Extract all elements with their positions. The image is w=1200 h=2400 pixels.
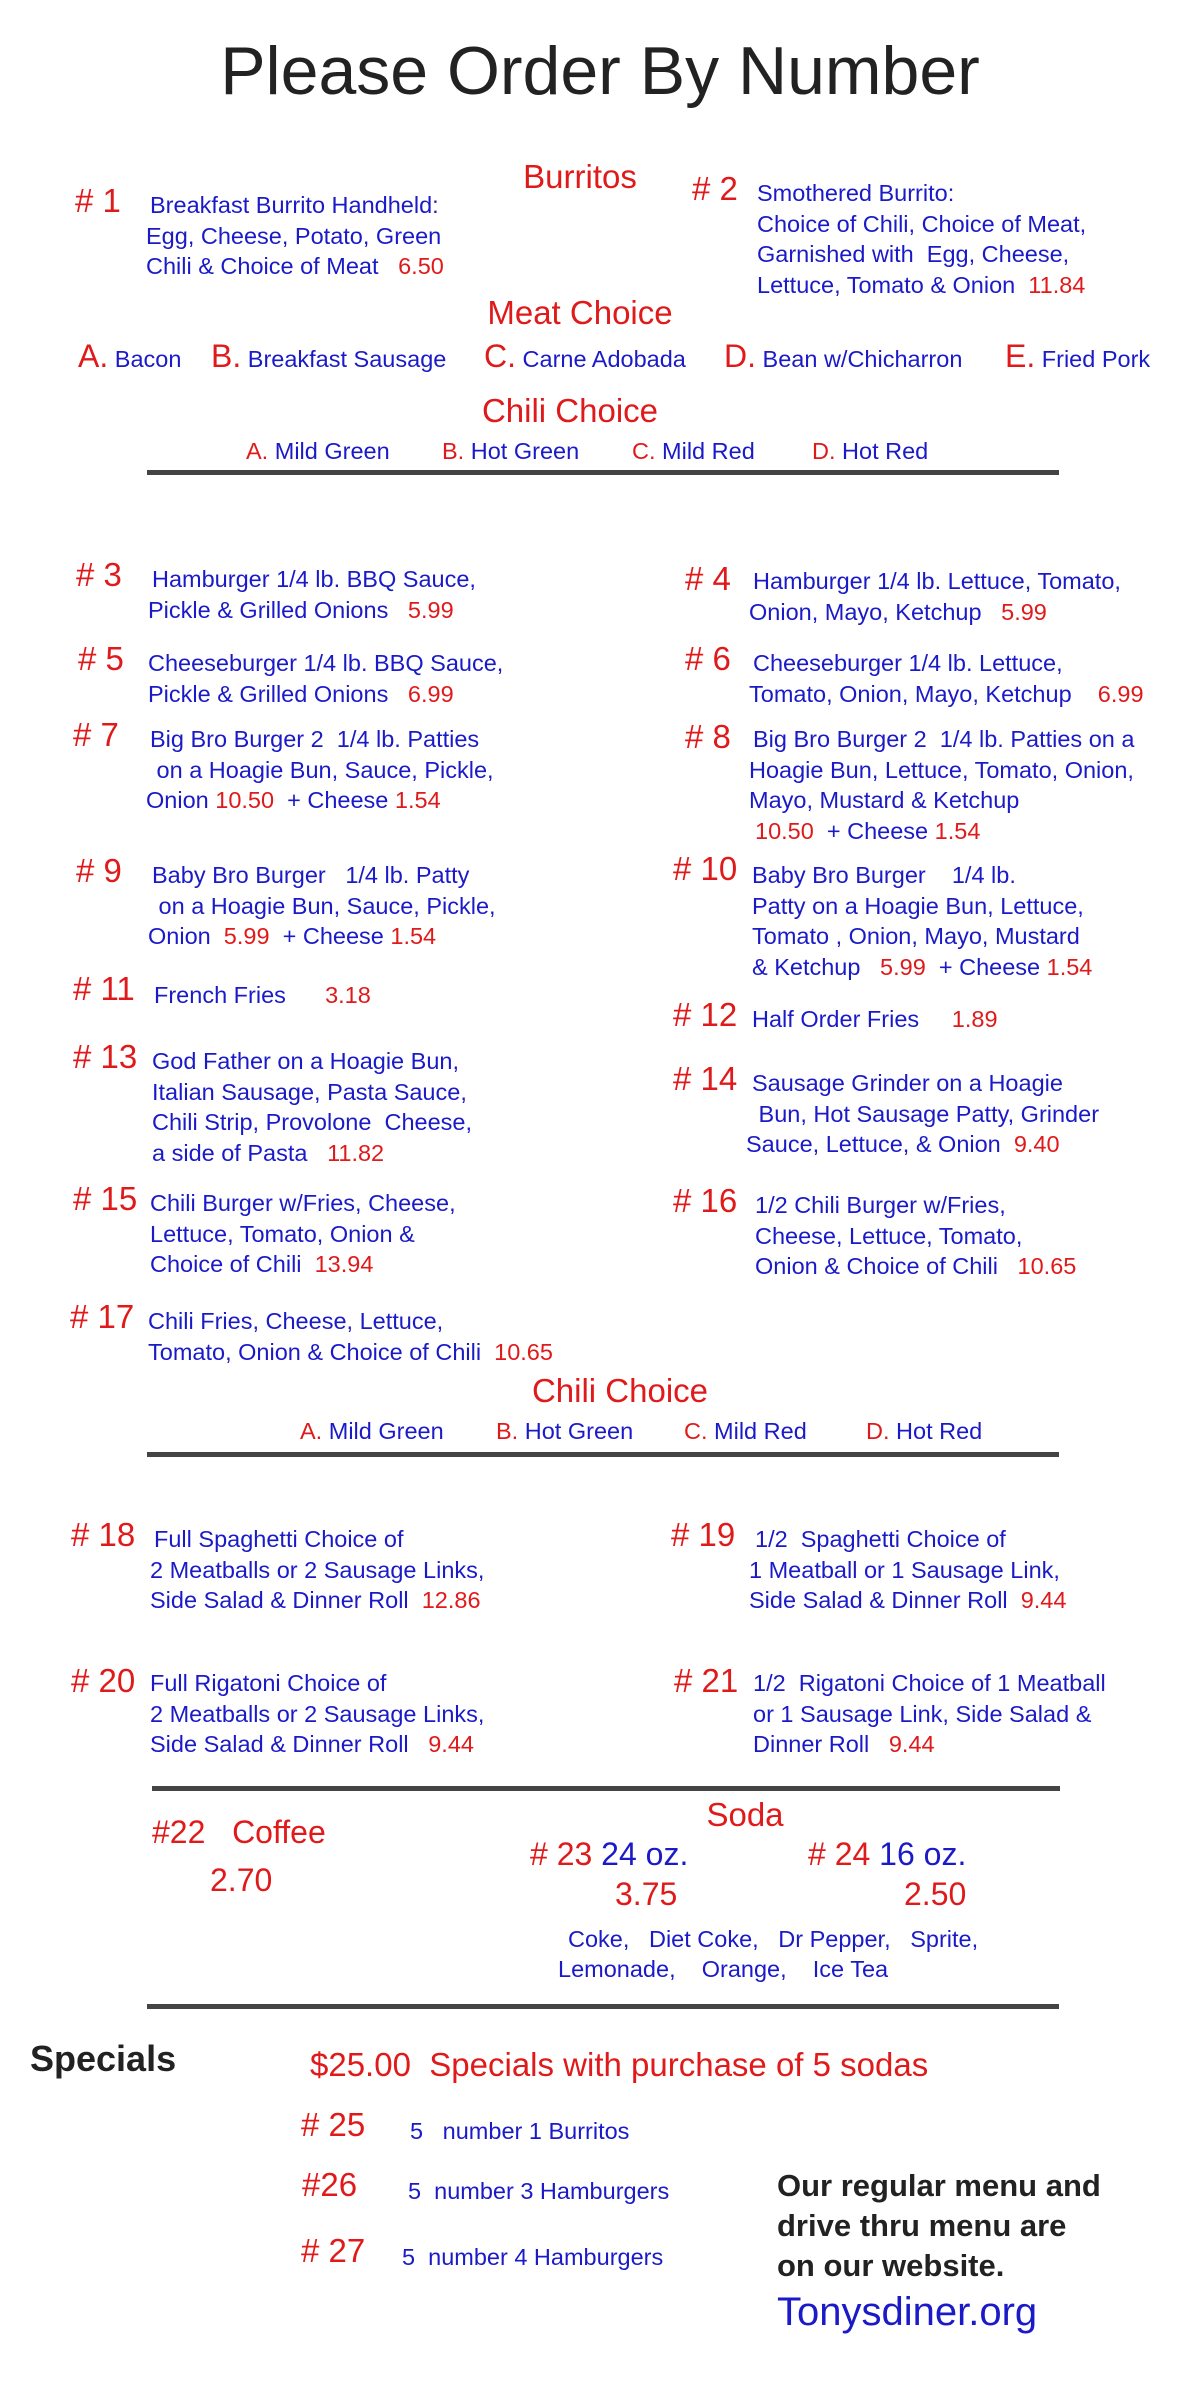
- divider: [152, 1786, 1060, 1791]
- item-number: # 27: [301, 2232, 366, 2269]
- item-price: 12.86: [421, 1587, 481, 1613]
- item-price: 5.99: [880, 953, 926, 980]
- menu-item-8[interactable]: Big Bro Burger 2 1/4 lb. Patties on a Hoagie Bun, Lettuce, Tomato, Onion, Mayo, Mustard & Ketchup 10.50 + Cheese 1.54: [749, 726, 1135, 844]
- menu-item-24[interactable]: # 24 16 oz.: [808, 1836, 967, 1872]
- menu-item-20[interactable]: Full Rigatoni Choice of 2 Meatballs or 2 Sausage Links, Side Salad & Dinner Roll 9.44: [150, 1670, 485, 1757]
- menu-item-21[interactable]: 1/2 Rigatoni Choice of 1 Meatball or 1 Sausage Link, Side Salad & Dinner Roll 9.44: [753, 1670, 1106, 1757]
- specials-heading: Specials: [30, 2038, 177, 2079]
- soda-heading: Soda: [706, 1796, 784, 1833]
- item-price: 11.82: [327, 1139, 385, 1166]
- meat-option-a: A. Bacon: [78, 338, 182, 374]
- item-number: # 10: [673, 850, 738, 887]
- item-number: # 6: [685, 640, 731, 677]
- item-number: # 21: [674, 1662, 739, 1699]
- item-price: 9.44: [1020, 1587, 1067, 1613]
- chili-choice-heading: Chili Choice: [481, 392, 659, 429]
- item-price: 2.50: [904, 1876, 967, 1912]
- item-price: 6.50: [398, 253, 444, 279]
- menu-item-7[interactable]: Big Bro Burger 2 1/4 lb. Patties on a Hoagie Bun, Sauce, Pickle, Onion 10.50 + Cheese 1.54: [146, 726, 494, 813]
- item-number: # 1: [75, 182, 121, 219]
- specials-offer: $25.00 Specials with purchase of 5 sodas: [310, 2046, 929, 2083]
- menu-item-3[interactable]: Hamburger 1/4 lb. BBQ Sauce, Pickle & Grilled Onions 5.99: [148, 566, 476, 623]
- menu-item-19[interactable]: 1/2 Spaghetti Choice of 1 Meatball or 1 Sausage Link, Side Salad & Dinner Roll 9.44: [749, 1526, 1067, 1613]
- special-item-25[interactable]: 5 number 1 Burritos: [410, 2118, 630, 2144]
- item-number: #26: [302, 2166, 358, 2203]
- item-number: # 19: [671, 1516, 736, 1553]
- item-price: 3.18: [325, 982, 371, 1008]
- item-number: # 7: [73, 716, 119, 753]
- menu-item-15[interactable]: Chili Burger w/Fries, Cheese, Lettuce, Tomato, Onion & Choice of Chili 13.94: [150, 1190, 456, 1277]
- burritos-heading: Burritos: [523, 158, 637, 195]
- item-price: 9.40: [1013, 1131, 1060, 1157]
- item-number: # 3: [76, 556, 122, 593]
- item-number: # 2: [692, 170, 738, 207]
- item-number: # 5: [78, 640, 124, 677]
- menu-item-14[interactable]: Sausage Grinder on a Hoagie Bun, Hot Sausage Patty, Grinder Sauce, Lettuce, & Onion 9.40: [746, 1070, 1100, 1157]
- chili-option-b: B. Hot Green: [496, 1418, 634, 1444]
- item-price: 5.99: [223, 923, 270, 949]
- menu-item-9[interactable]: Baby Bro Burger 1/4 lb. Patty on a Hoagie Bun, Sauce, Pickle, Onion 5.99 + Cheese 1.54: [148, 862, 496, 949]
- meat-option-c: C. Carne Adobada: [484, 338, 686, 374]
- item-number: # 11: [73, 970, 135, 1007]
- chili-option-d: D. Hot Red: [812, 438, 929, 464]
- item-price: 1.89: [951, 1006, 998, 1032]
- item-number: # 4: [685, 560, 731, 597]
- chili-option-a: A. Mild Green: [300, 1418, 444, 1444]
- item-number: # 17: [70, 1298, 135, 1335]
- chili-option-c: C. Mild Red: [632, 438, 755, 464]
- meat-option-e: E. Fried Pork: [1005, 338, 1151, 374]
- item-price: 11.84: [1028, 271, 1086, 298]
- item-number: # 15: [73, 1180, 138, 1217]
- soda-flavors: Lemonade, Orange, Ice Tea: [558, 1956, 889, 1982]
- item-price: 2.70: [210, 1862, 273, 1898]
- menu-item-23[interactable]: # 23 24 oz.: [530, 1836, 689, 1872]
- item-price: 10.65: [494, 1338, 553, 1365]
- item-price: 10.65: [1017, 1253, 1077, 1279]
- menu-item-1[interactable]: Breakfast Burrito Handheld: Egg, Cheese, Potato, Green Chili & Choice of Meat 6.50: [146, 192, 444, 279]
- chili-option-c: C. Mild Red: [684, 1418, 807, 1444]
- menu-item-16[interactable]: 1/2 Chili Burger w/Fries, Cheese, Lettuce, Tomato, Onion & Choice of Chili 10.65: [755, 1192, 1077, 1279]
- menu-item-13[interactable]: God Father on a Hoagie Bun, Italian Sausage, Pasta Sauce, Chili Strip, Provolone Cheese, a side of Pasta 11.82: [152, 1048, 473, 1166]
- item-number: # 14: [673, 1060, 738, 1097]
- item-price: 5.99: [407, 596, 454, 623]
- meat-option-b: B. Breakfast Sausage: [211, 338, 447, 374]
- special-item-26[interactable]: 5 number 3 Hamburgers: [408, 2178, 670, 2204]
- special-item-27[interactable]: 5 number 4 Hamburgers: [402, 2244, 664, 2270]
- divider: [147, 470, 1059, 475]
- item-price: 10.50: [215, 787, 275, 813]
- item-number: # 12: [673, 996, 738, 1033]
- website-note: Our regular menu and drive thru menu are on our website.: [777, 2168, 1101, 2283]
- item-number: # 25: [301, 2106, 366, 2143]
- chili-choice-heading: Chili Choice: [531, 1372, 709, 1409]
- item-price: 9.44: [428, 1731, 474, 1757]
- menu-item-17[interactable]: Chili Fries, Cheese, Lettuce, Tomato, Onion & Choice of Chili 10.65: [148, 1308, 553, 1365]
- item-price: 5.99: [1001, 598, 1047, 625]
- website-link[interactable]: Tonysdiner.org: [777, 2290, 1038, 2334]
- menu-item-4[interactable]: Hamburger 1/4 lb. Lettuce, Tomato, Onion, Mayo, Ketchup 5.99: [749, 568, 1121, 625]
- item-number: # 8: [685, 718, 731, 755]
- item-number: # 13: [73, 1038, 138, 1075]
- menu-item-2[interactable]: Smothered Burrito: Choice of Chili, Choice of Meat, Garnished with Egg, Cheese, Lettuce, Tomato & Onion 11.84: [757, 180, 1087, 298]
- item-number: # 16: [673, 1182, 738, 1219]
- chili-option-b: B. Hot Green: [442, 438, 580, 464]
- divider: [147, 1452, 1059, 1457]
- item-price: 10.50: [755, 817, 814, 844]
- soda-flavors: Coke, Diet Coke, Dr Pepper, Sprite,: [568, 1926, 979, 1952]
- divider: [147, 2004, 1059, 2009]
- menu-item-22[interactable]: #22 Coffee: [152, 1814, 326, 1850]
- chili-option-a: A. Mild Green: [246, 438, 390, 464]
- menu-item-5[interactable]: Cheeseburger 1/4 lb. BBQ Sauce, Pickle & Grilled Onions 6.99: [148, 650, 504, 707]
- meat-option-d: D. Bean w/Chicharron: [724, 338, 963, 374]
- item-price: 6.99: [1097, 680, 1144, 707]
- menu-item-18[interactable]: Full Spaghetti Choice of 2 Meatballs or 2 Sausage Links, Side Salad & Dinner Roll 12.86: [150, 1526, 485, 1613]
- menu-item-6[interactable]: Cheeseburger 1/4 lb. Lettuce, Tomato, Onion, Mayo, Ketchup 6.99: [749, 650, 1144, 707]
- item-price: 6.99: [407, 680, 454, 707]
- chili-option-d: D. Hot Red: [866, 1418, 983, 1444]
- item-price: 13.94: [314, 1251, 374, 1277]
- page-title: Please Order By Number: [220, 33, 980, 109]
- menu-item-10[interactable]: Baby Bro Burger 1/4 lb. Patty on a Hoagie Bun, Lettuce, Tomato , Onion, Mayo, Mustard & Ketchup 5.99 + Cheese 1.54: [752, 862, 1093, 980]
- item-price: 9.44: [888, 1731, 935, 1757]
- meat-choice-heading: Meat Choice: [487, 294, 673, 331]
- item-number: # 18: [71, 1516, 136, 1553]
- menu-item-11[interactable]: French Fries 3.18: [154, 982, 371, 1008]
- item-number: # 20: [71, 1662, 136, 1699]
- item-price: 3.75: [615, 1876, 678, 1912]
- item-number: # 9: [76, 852, 122, 889]
- menu-item-12[interactable]: Half Order Fries 1.89: [752, 1006, 998, 1032]
